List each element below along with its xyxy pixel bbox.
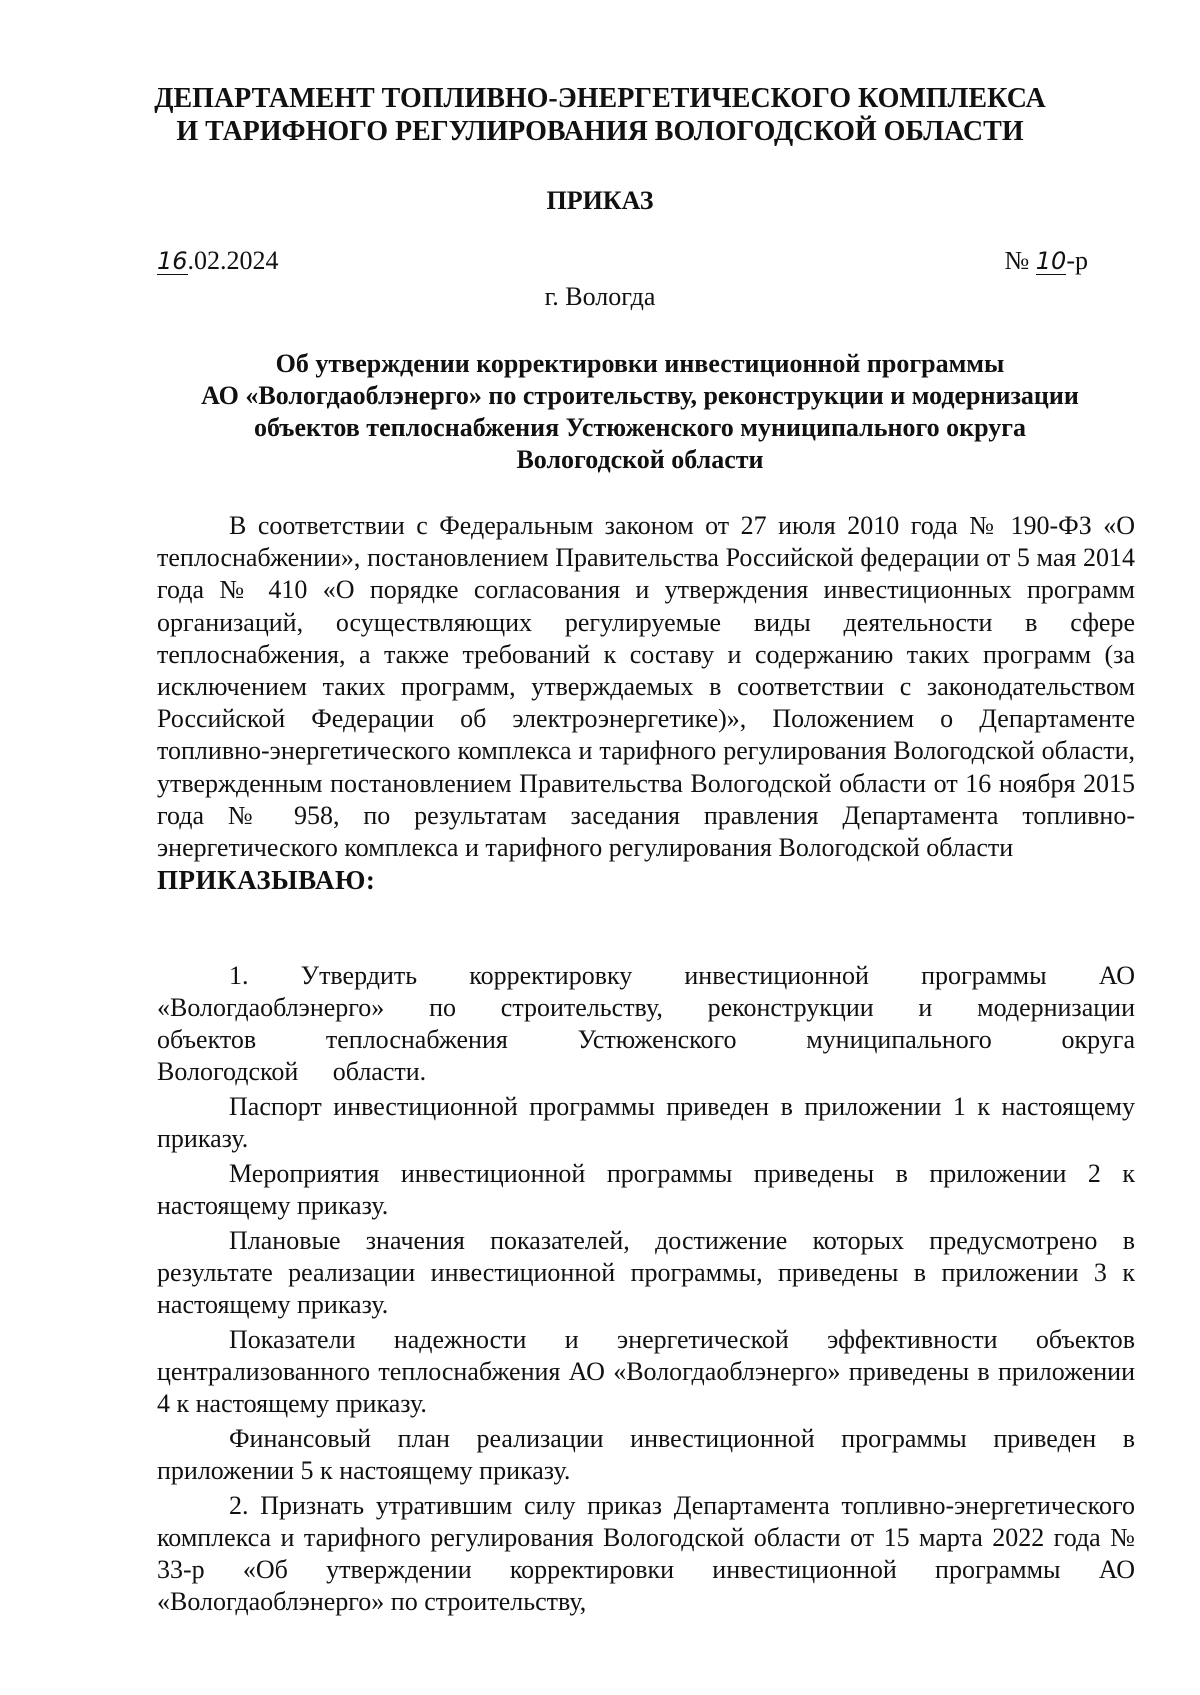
order-items: [157, 960, 1135, 1621]
subject-line-2: АО «Вологдаоблэнерго» по строительству, реконструкции и модернизации: [201, 381, 1079, 410]
order-item-indicators: Плановые значения показателей, достижение которых предусмотрено в результате реализации инвестиционной программы, приведены в приложении 3 к настоящему приказу.: [157, 1226, 1135, 1319]
header-line-2: И ТАРИФНОГО РЕГУЛИРОВАНИЯ ВОЛОГОДСКОЙ ОБЛАСТИ: [176, 116, 1024, 147]
order-item-1: 1. Утвердить корректировку инвестиционной программы АО «Вологдаоблэнерго» по строительству, реконструкции и модернизации объектов теплоснабжения Устюженского муниципального округа Вологодской области.: [157, 961, 1135, 1086]
number-suffix: -р: [1066, 246, 1088, 275]
order-item-financial: Финансовый план реализации инвестиционной программы приведен в приложении 5 к настоящему приказу.: [157, 1424, 1135, 1485]
subject-line-1: Об утверждении корректировки инвестиционной программы: [275, 349, 1005, 378]
handwritten-number: 10: [1035, 247, 1067, 275]
order-subject: [140, 348, 1140, 476]
department-header: [0, 82, 1200, 148]
handwritten-day: 16: [157, 247, 188, 275]
city: г. Вологда: [544, 282, 656, 311]
number-prefix: №: [1004, 246, 1030, 275]
date-rest: .02.2024: [187, 246, 279, 275]
order-date: [157, 246, 279, 276]
header-line-1: ДЕПАРТАМЕНТ ТОПЛИВНО-ЭНЕРГЕТИЧЕСКОГО КОМПЛЕКСА: [154, 83, 1046, 114]
subject-line-3: объектов теплоснабжения Устюженского муниципального округа: [253, 413, 1027, 442]
order-number: [1004, 246, 1088, 276]
order-item-reliability: Показатели надежности и энергетической эффективности объектов централизованного теплоснабжения АО «Вологдаоблэнерго» приведены в приложении 4 к настоящему приказу.: [157, 1325, 1135, 1418]
preamble-block: [157, 510, 1135, 896]
orders-word: ПРИКАЗЫВАЮ:: [157, 865, 376, 896]
order-item-2: 2. Признать утратившим силу приказ Департамента топливно-энергетического комплекса и тарифного регулирования Вологодской области от 15 марта 2022 года № 33-р «Об утверждении корректировки инвестиционной программы АО «Вологдаоблэнерго» по строительству,: [157, 1491, 1135, 1616]
preamble-text: В соответствии с Федеральным законом от 27 июля 2010 года № 190-ФЗ «О теплоснабжении», постановлением Правительства Российской федерации от 5 мая 2014 года № 410 «О порядке согласования и утверждения инвестиционных программ организаций, осуществляющих регулируемые виды деятельности в сфере теплоснабжения, а также требований к составу и содержанию таких программ (за исключением таких программ, утверждаемых в соответствии с законодательством Российской Федерации об электроэнергетике)», Положением о Департаменте топливно-энергетического комплекса и тарифного регулирования Вологодской области, утвержденным постановлением Правительства Вологодской области от 16 ноября 2015 года № 958, по результатам заседания правления Департамента топливно-энергетического комплекса и тарифного регулирования Вологодской области: [157, 511, 1135, 863]
order-item-measures: Мероприятия инвестиционной программы приведены в приложении 2 к настоящему приказу.: [157, 1159, 1135, 1220]
subject-line-4: Вологодской области: [516, 445, 764, 474]
order-title: ПРИКАЗ: [546, 186, 654, 215]
order-item-passport: Паспорт инвестиционной программы приведен в приложении 1 к настоящему приказу.: [157, 1092, 1135, 1153]
